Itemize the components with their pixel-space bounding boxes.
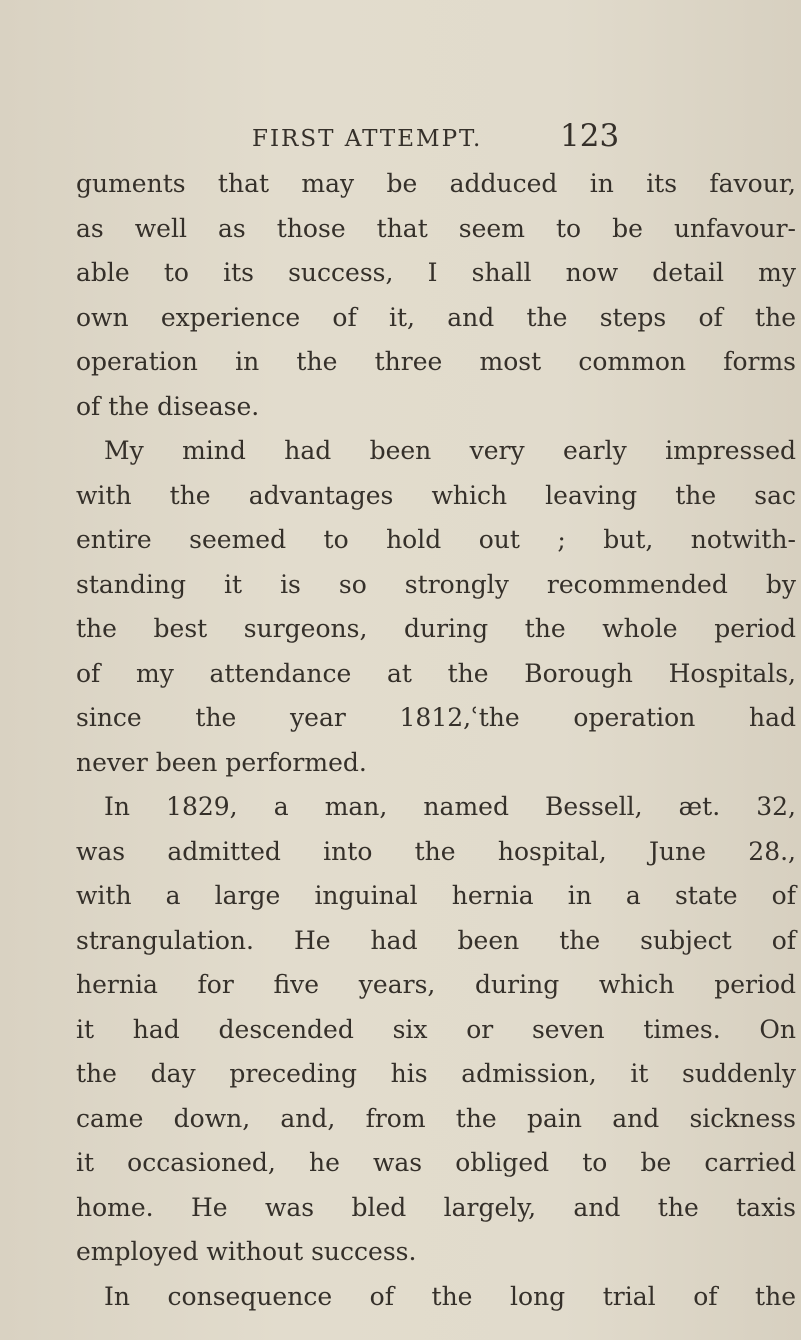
text-line: came down, and, from the pain and sickness <box>76 1103 796 1133</box>
text-line: since the year 1812,ʿthe operation had <box>76 703 796 732</box>
text-line: never been performed. <box>76 747 367 777</box>
text-line: it occasioned, he was obliged to be carried <box>76 1148 796 1177</box>
text-line: home. He was bled largely, and the taxis <box>76 1192 796 1222</box>
text-line: standing it is so strongly recommended by <box>76 569 796 599</box>
text-line: was admitted into the hospital, June 28., <box>76 836 796 866</box>
text-line: of my attendance at the Borough Hospitals, <box>76 658 796 688</box>
text-line: able to its success, I shall now detail my <box>76 258 796 287</box>
text-line: it had descended six or seven times. On <box>76 1014 796 1044</box>
text-line: of the disease. <box>76 391 260 421</box>
body-text <box>76 162 796 1319</box>
text-line: hernia for five years, during which period <box>76 970 796 999</box>
text-line: as well as those that seem to be unfavour- <box>76 213 796 243</box>
page-number: 123 <box>560 118 620 154</box>
text-line: My mind had been very early impressed <box>104 436 796 465</box>
text-line: guments that may be adduced in its favour, <box>76 169 796 198</box>
text-line: strangulation. He had been the subject of <box>76 925 796 955</box>
text-line: employed without success. <box>76 1237 417 1266</box>
text-line: with a large inguinal hernia in a state of <box>76 881 796 910</box>
text-line: operation in the three most common forms <box>76 347 796 376</box>
text-line: entire seemed to hold out ; but, notwith- <box>76 525 796 554</box>
text-line: In consequence of the long trial of the <box>104 1281 796 1311</box>
text-line: the best surgeons, during the whole period <box>76 614 796 643</box>
text-line: the day preceding his admission, it suddenly <box>76 1059 796 1088</box>
text-line: In 1829, a man, named Bessell, æt. 32, <box>104 792 796 821</box>
text-line: own experience of it, and the steps of the <box>76 302 796 332</box>
text-line: with the advantages which leaving the sac <box>76 480 796 510</box>
page-header <box>0 118 801 162</box>
running-title: FIRST ATTEMPT. <box>252 126 483 152</box>
